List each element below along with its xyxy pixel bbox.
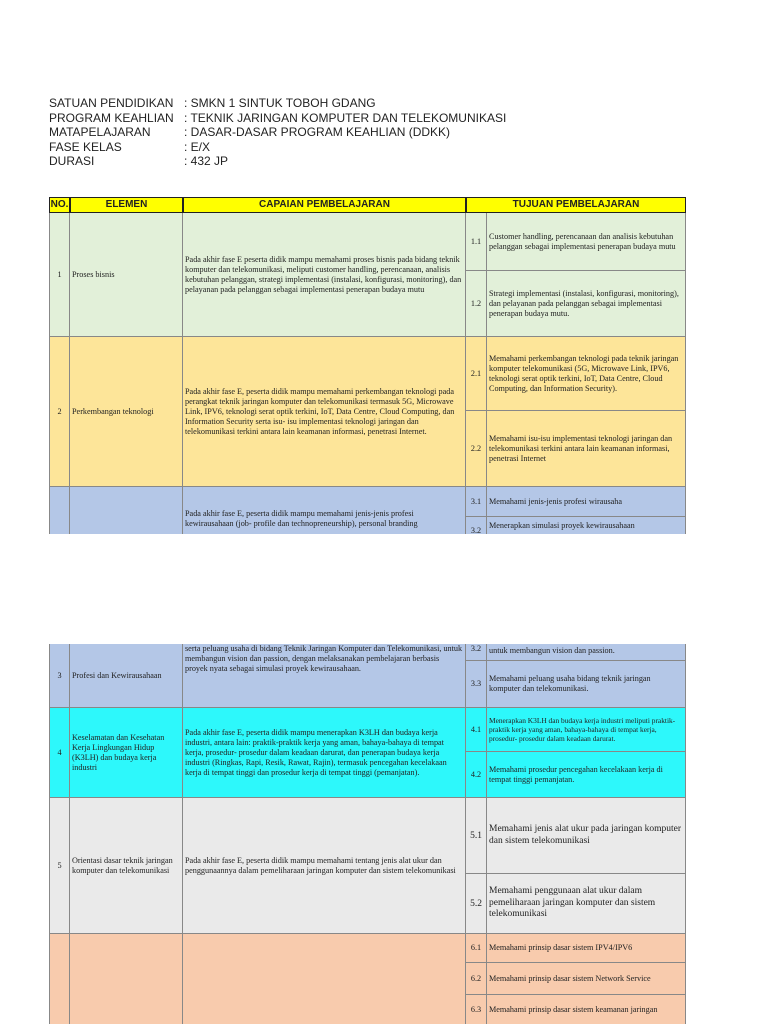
tujuan-cell: Memahami prosedur pencegahan kecelakaan kerja di tempat tinggi pemanjatan. [487, 752, 686, 798]
tujuan-number: 3.1 [466, 487, 487, 517]
header-value: : SMKN 1 SINTUK TOBOH GDANG [184, 96, 376, 110]
header-value: : TEKNIK JARINGAN KOMPUTER DAN TELEKOMUNIKASI [184, 110, 507, 125]
tujuan-number: 2.1 [466, 337, 487, 411]
tujuan-cell: Memahami peluang usaha bidang teknik jaringan komputer dan telekomunikasi. [487, 661, 686, 708]
row-number [49, 934, 70, 1024]
tujuan-number: 6.1 [466, 934, 487, 963]
tujuan-number: 1.1 [466, 213, 487, 271]
row-number: 4 [49, 708, 70, 798]
tujuan-number: 5.1 [466, 798, 487, 874]
tujuan-cell: Memahami prinsip dasar sistem keamanan jaringan [487, 995, 686, 1024]
row-number: 2 [49, 337, 70, 487]
column-header-no: NO. [49, 197, 70, 213]
header-key: MATAPELAJARAN [49, 125, 151, 139]
tujuan-cell: untuk membangun vision dan passion. [487, 644, 686, 661]
tujuan-number: 5.2 [466, 874, 487, 934]
page-break [0, 534, 768, 644]
tujuan-cell: Menerapkan simulasi proyek kewirausahaan [487, 517, 686, 534]
column-header-capaian: CAPAIAN PEMBELAJARAN [183, 197, 466, 213]
header-value: : DASAR-DASAR PROGRAM KEAHLIAN (DDKK) [184, 125, 451, 139]
elemen-cell-continued [70, 487, 183, 534]
capaian-cell: Pada akhir fase E peserta didik mampu memahami proses bisnis pada bidang teknik komputer dan telekomunikasi, meliputi customer handling, perencanaan, analisis kebutuhan pelanggan, strategi implementasi (instalasi, konfigurasi, monitoring), dan pelayanan pada pelanggan sebagai implementasi penerapan budaya mutu [183, 213, 466, 337]
tujuan-number: 4.2 [466, 752, 487, 798]
header-value: : 432 JP [184, 154, 229, 168]
tujuan-cell: Memahami jenis-jenis profesi wirausaha [487, 487, 686, 517]
header-key: FASE KELAS [49, 139, 122, 154]
tujuan-cell: Strategi implementasi (instalasi, konfigurasi, monitoring), dan pelayanan pada pelanggan sebagai implementasi penerapan budaya mutu. [487, 271, 686, 337]
elemen-cell: Perkembangan teknologi [70, 337, 183, 487]
header-key: DURASI [49, 154, 95, 168]
tujuan-number: 3.2 [466, 517, 487, 534]
document-header [49, 96, 506, 169]
header-row [49, 140, 506, 155]
header-row [49, 96, 506, 111]
elemen-cell: Orientasi dasar teknik jaringan komputer dan telekomunikasi [70, 798, 183, 934]
row-number: 5 [49, 798, 70, 934]
elemen-cell [70, 934, 183, 1024]
tujuan-cell: Memahami jenis alat ukur pada jaringan komputer dan sistem telekomunikasi [487, 798, 686, 874]
tujuan-number: 6.3 [466, 995, 487, 1024]
capaian-cell-continued: serta peluang usaha di bidang Teknik Jaringan Komputer dan Telekomunikasi, untuk membangun vision dan passion, dengan melaksanakan pembelajaran berbasis proyek nyata sebagai simulasi proyek kewirausahaan. [183, 644, 466, 708]
column-header-elemen: ELEMEN [70, 197, 183, 213]
header-key: SATUAN PENDIDIKAN [49, 96, 174, 110]
header-row [49, 154, 506, 169]
tujuan-cell: Customer handling, perencanaan dan analisis kebutuhan pelanggan sebagai implementasi penerapan budaya mutu [487, 213, 686, 271]
header-row [49, 125, 506, 140]
header-value: : E/X [184, 139, 211, 154]
tujuan-cell: Memahami isu-isu implementasi teknologi jaringan dan telekomunikasi terkini antara lain keamanan informasi, penetrasi Internet [487, 411, 686, 487]
header-row [49, 111, 506, 126]
tujuan-cell: Memahami prinsip dasar sistem Network Service [487, 963, 686, 995]
capaian-cell: Pada akhir fase E, peserta didik mampu memahami perkembangan teknologi pada perangkat teknik jaringan komputer dan telekomunikasi termasuk 5G, Microwave Link, IPV6, teknologi serat optik terkini, IoT, Data Centre, Cloud Computing, dan Information Security serta isu- isu implementasi teknologi jaringan dan telekomunikasi terkini antara lain keamanan informasi, penetrasi Internet. [183, 337, 466, 487]
column-header-tujuan: TUJUAN PEMBELAJARAN [466, 197, 686, 213]
elemen-cell: Proses bisnis [70, 213, 183, 337]
elemen-cell: Profesi dan Kewirausahaan [70, 644, 183, 708]
row-number-continued [49, 487, 70, 534]
tujuan-number: 3.2 [466, 644, 487, 661]
tujuan-cell: Menerapkan K3LH dan budaya kerja industri meliputi praktik-praktik kerja yang aman, bahaya-bahaya di tempat kerja, prosedur- prosedur dalam keadaan darurat. [487, 708, 686, 752]
row-number: 1 [49, 213, 70, 337]
header-key: PROGRAM KEAHLIAN [49, 110, 174, 125]
elemen-cell: Keselamatan dan Kesehatan Kerja Lingkungan Hidup (K3LH) dan budaya kerja industri [70, 708, 183, 798]
capaian-cell: Pada akhir fase E, peserta didik mampu memahami tentang jenis alat ukur dan penggunaannya dalam pemeliharaan jaringan komputer dan sistem telekomunikasi [183, 798, 466, 934]
capaian-cell: Pada akhir fase E, peserta didik mampu memahami jenis-jenis profesi kewirausahaan (job- profile dan technopreneurship), personal branding [183, 487, 466, 534]
tujuan-cell: Memahami prinsip dasar sistem IPV4/IPV6 [487, 934, 686, 963]
tujuan-number: 6.2 [466, 963, 487, 995]
tujuan-number: 1.2 [466, 271, 487, 337]
tujuan-number: 3.3 [466, 661, 487, 708]
tujuan-number: 2.2 [466, 411, 487, 487]
row-number: 3 [49, 644, 70, 708]
capaian-cell [183, 934, 466, 1024]
tujuan-cell: Memahami penggunaan alat ukur dalam pemeliharaan jaringan komputer dan sistem telekomunikasi [487, 874, 686, 934]
tujuan-cell: Memahami perkembangan teknologi pada teknik jaringan komputer telekomunikasi (5G, Microwave Link, IPV6, teknologi serat optik terkini, IoT, Data Centre, Cloud Computing, dan Information Security). [487, 337, 686, 411]
tujuan-number: 4.1 [466, 708, 487, 752]
capaian-cell: Pada akhir fase E, peserta didik mampu menerapkan K3LH dan budaya kerja industri, antara lain: praktik-praktik kerja yang aman, bahaya-bahaya di tempat kerja, prosedur- prosedur dalam keadaan darurat, dan penerapan budaya kerja industri (Ringkas, Rapi, Resik, Rawat, Rajin), termasuk pencegahan kecelakaan kerja di tempat tinggi dan prosedur kerja di tempat tinggi (pemanjatan). [183, 708, 466, 798]
